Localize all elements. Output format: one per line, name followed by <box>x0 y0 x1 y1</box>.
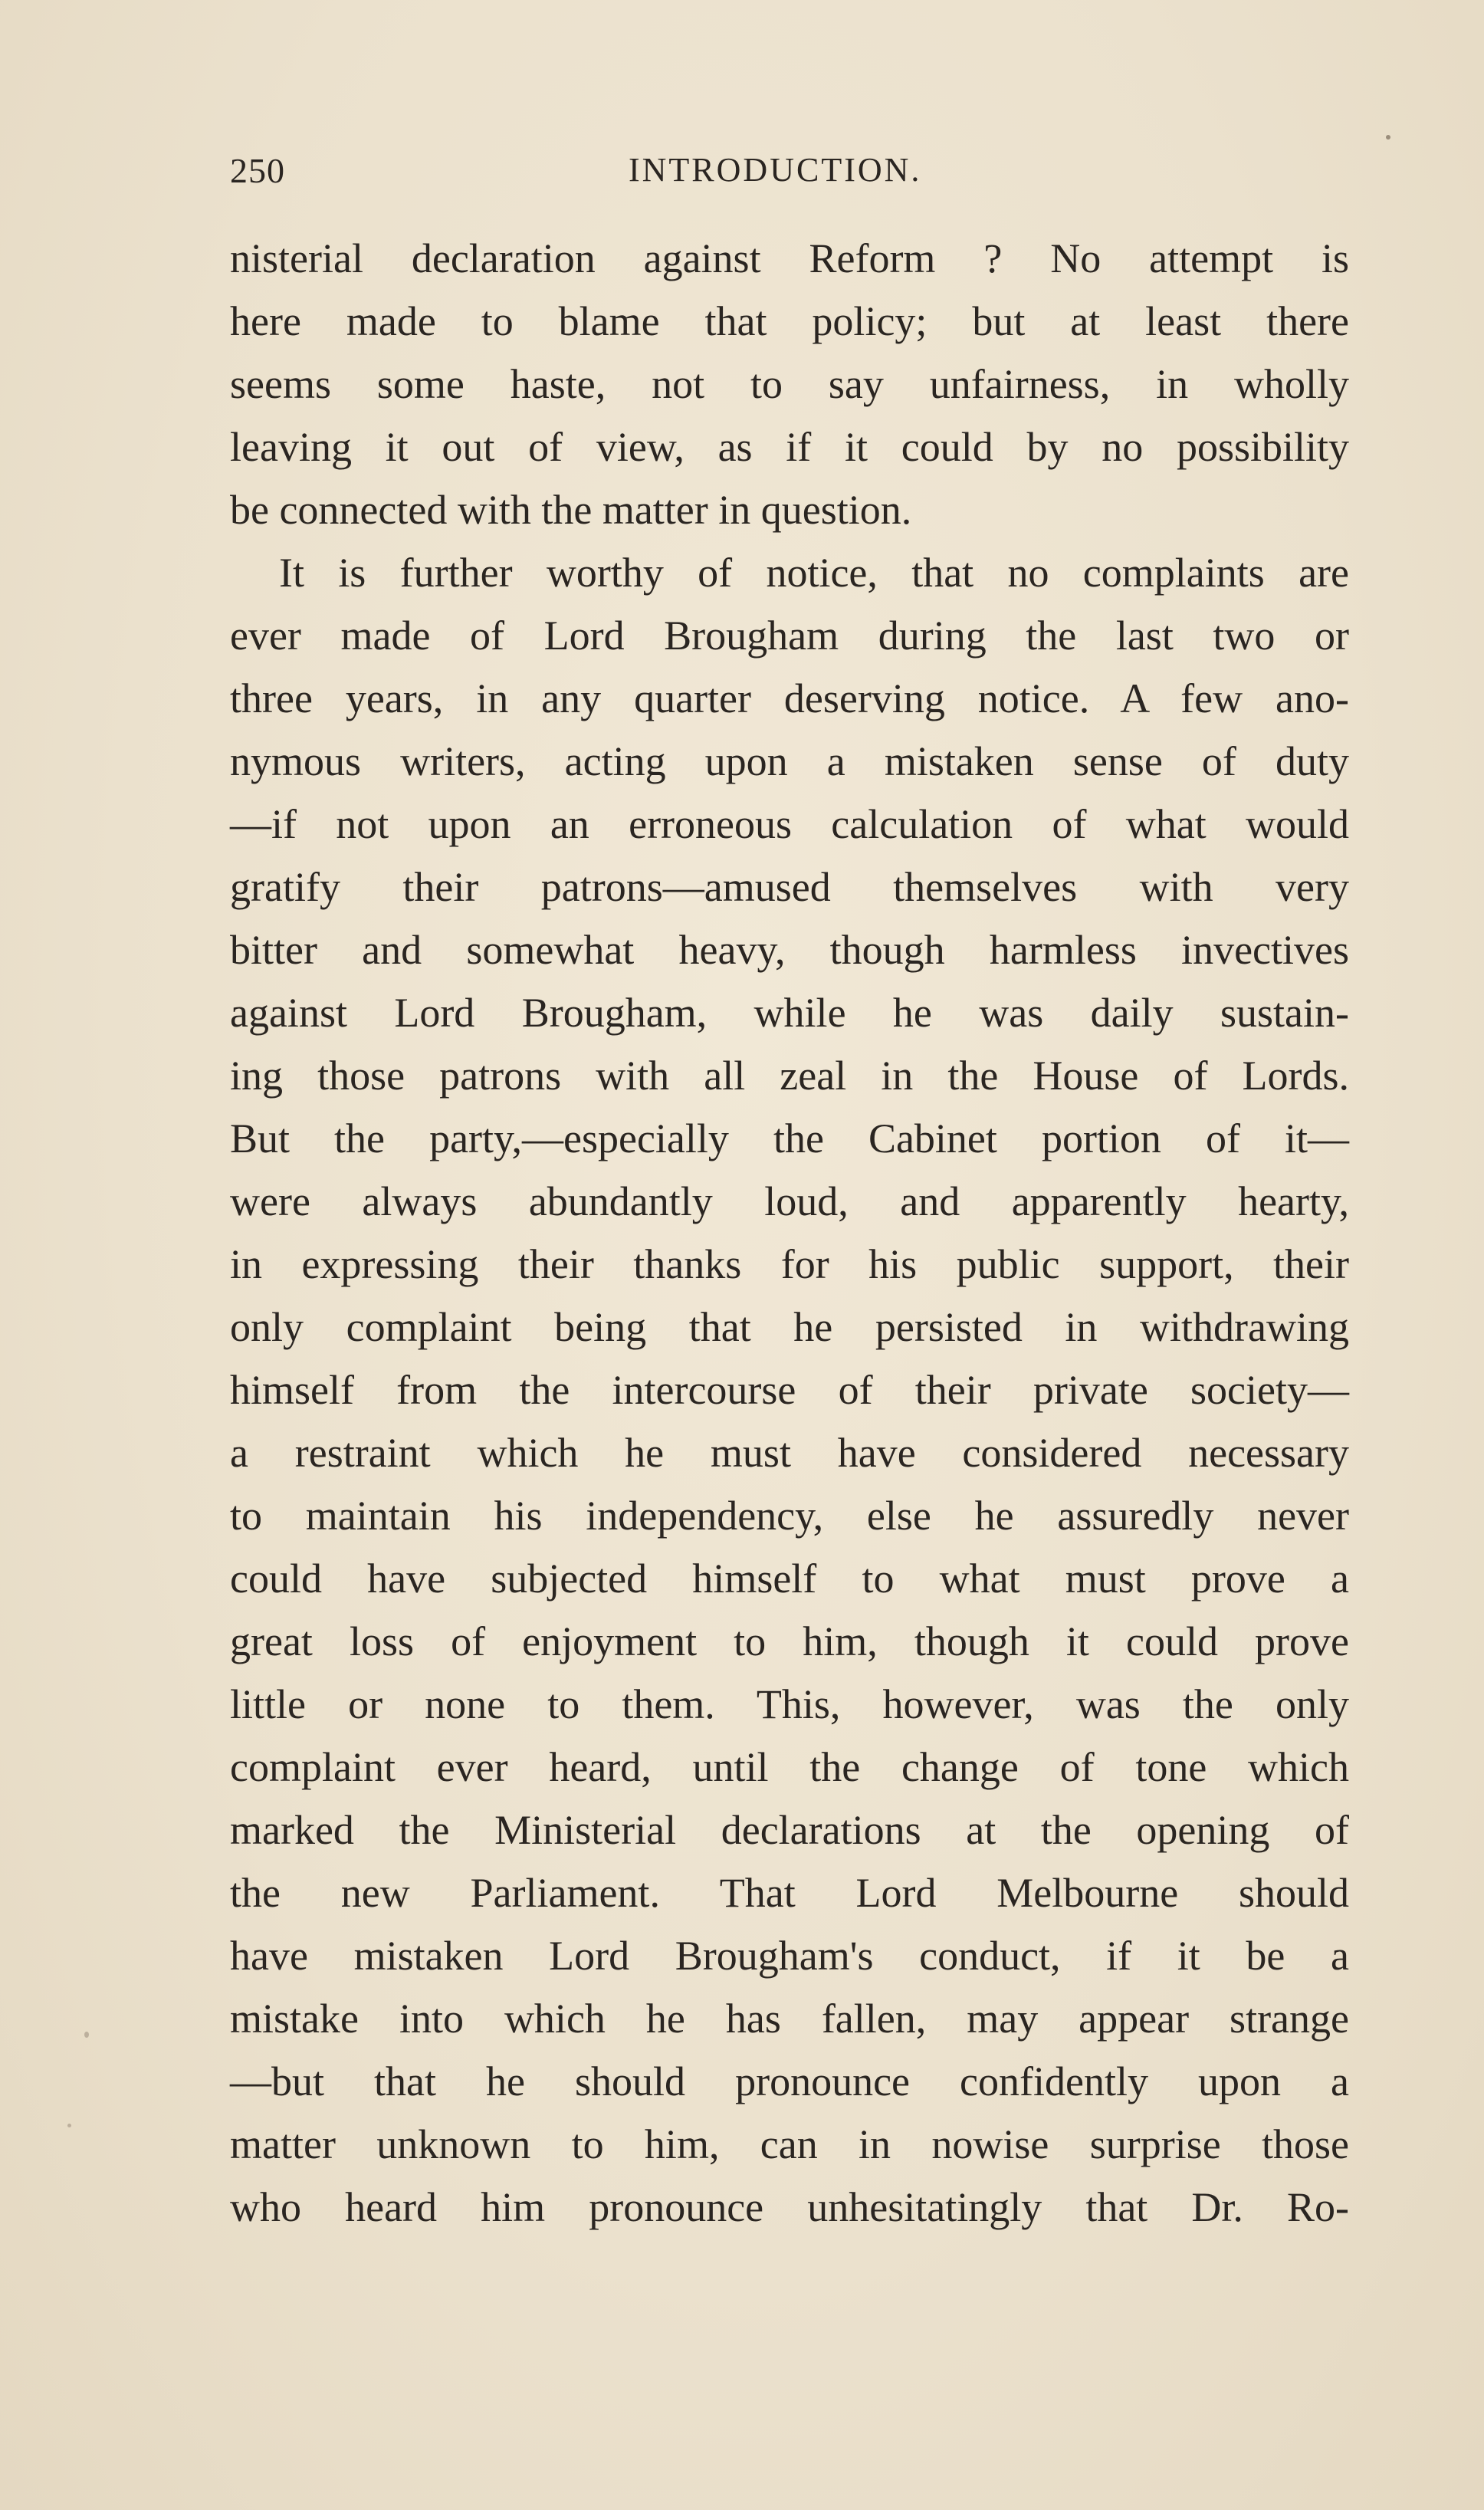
text-line: who heard him pronounce unhesitatingly that Dr. Ro- <box>230 2184 1349 2230</box>
text-line: three years, in any quarter deserving notice. A few ano- <box>230 675 1349 721</box>
text-line: ever made of Lord Brougham during the last two or <box>230 613 1349 659</box>
text-line: have mistaken Lord Brougham's conduct, if it be a <box>230 1933 1349 1979</box>
text-line: ing those patrons with all zeal in the House of Lords. <box>230 1053 1349 1099</box>
text-line: leaving it out of view, as if it could by no possibility <box>230 424 1349 470</box>
text-line: bitter and somewhat heavy, though harmless invectives <box>230 927 1349 973</box>
text-line: be connected with the matter in question. <box>230 487 912 533</box>
text-line: It is further worthy of notice, that no complaints are <box>279 550 1349 596</box>
text-line: —if not upon an erroneous calculation of what would <box>230 801 1349 847</box>
text-line: in expressing their thanks for his public support, their <box>230 1241 1349 1287</box>
paper-speck <box>84 2032 89 2038</box>
text-line: the new Parliament. That Lord Melbourne should <box>230 1870 1349 1916</box>
text-line: nisterial declaration against Reform ? No attempt is <box>230 235 1349 281</box>
text-line: only complaint being that he persisted in withdrawing <box>230 1304 1349 1350</box>
text-line: nymous writers, acting upon a mistaken sense of duty <box>230 738 1349 784</box>
text-line: mistake into which he has fallen, may appear strange <box>230 1996 1349 2042</box>
paper-speck <box>67 2124 71 2127</box>
text-line: gratify their patrons—amused themselves with very <box>230 864 1349 910</box>
text-line: seems some haste, not to say unfairness, in wholly <box>230 361 1349 407</box>
running-title: INTRODUCTION. <box>629 151 922 189</box>
text-line: to maintain his independency, else he assuredly never <box>230 1493 1349 1539</box>
text-line: great loss of enjoyment to him, though it could prove <box>230 1618 1349 1664</box>
text-line: marked the Ministerial declarations at the opening of <box>230 1807 1349 1853</box>
paper-speck <box>1386 135 1390 140</box>
text-line: complaint ever heard, until the change of tone which <box>230 1744 1349 1790</box>
text-line: —but that he should pronounce confidently upon a <box>230 2058 1349 2104</box>
text-line: were always abundantly loud, and apparently hearty, <box>230 1178 1349 1224</box>
text-line: himself from the intercourse of their private society— <box>230 1367 1349 1413</box>
text-line: could have subjected himself to what must prove a <box>230 1556 1349 1602</box>
text-line: little or none to them. This, however, was the only <box>230 1681 1349 1727</box>
text-line: But the party,—especially the Cabinet portion of it— <box>230 1115 1349 1161</box>
body-text <box>230 227 1349 2239</box>
text-line: matter unknown to him, can in nowise surprise those <box>230 2121 1349 2167</box>
text-line: against Lord Brougham, while he was daily sustain- <box>230 990 1349 1036</box>
text-line: here made to blame that policy; but at least there <box>230 298 1349 344</box>
text-line: a restraint which he must have considered necessary <box>230 1430 1349 1476</box>
running-head <box>230 150 1349 212</box>
page-number: 250 <box>230 151 285 190</box>
